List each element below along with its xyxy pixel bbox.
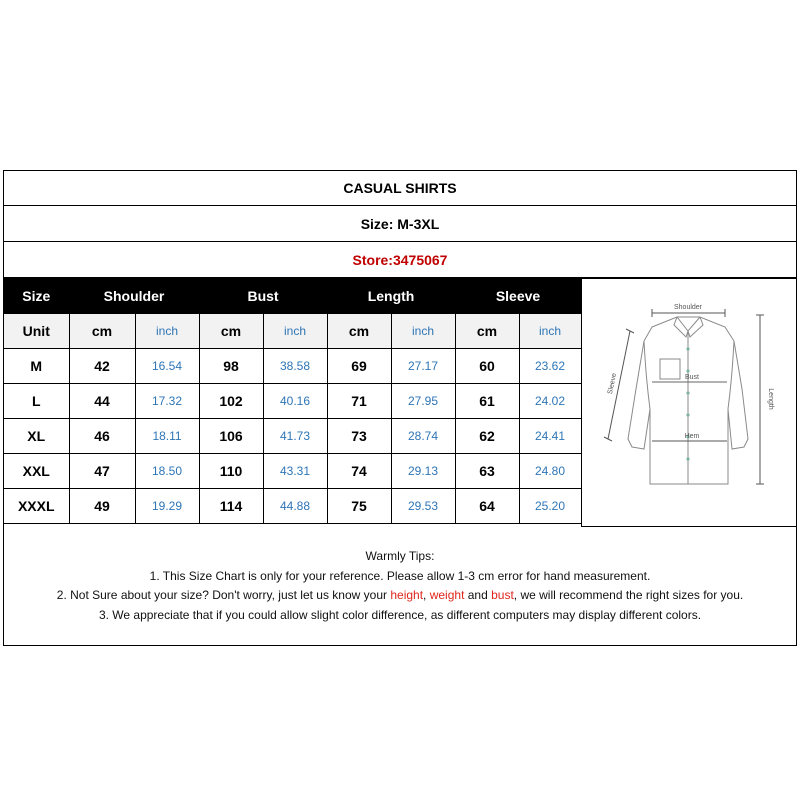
cm-cell: 75: [327, 489, 391, 524]
inch-cell: 44.88: [263, 489, 327, 524]
tip-weight: weight: [429, 588, 465, 602]
inch-cell: 18.50: [135, 454, 199, 489]
cm-cell: 46: [69, 419, 135, 454]
size-cell: XXL: [4, 454, 69, 489]
length-label: Length: [767, 388, 774, 410]
unit-inch: inch: [135, 314, 199, 349]
cm-cell: 47: [69, 454, 135, 489]
cm-cell: 63: [455, 454, 519, 489]
cm-cell: 71: [327, 384, 391, 419]
unit-cm: cm: [69, 314, 135, 349]
table-row: [4, 489, 581, 524]
unit-inch: inch: [263, 314, 327, 349]
inch-cell: 27.95: [391, 384, 455, 419]
inch-cell: 29.13: [391, 454, 455, 489]
tip-bust: bust: [491, 588, 514, 602]
warm-tips: [4, 527, 796, 645]
tip-and: and: [464, 588, 492, 602]
size-table: [4, 278, 582, 524]
table-row: [4, 419, 581, 454]
sleeve-label: Sleeve: [606, 372, 619, 395]
inch-cell: 43.31: [263, 454, 327, 489]
inch-cell: 25.20: [519, 489, 581, 524]
header-size: Size: [4, 279, 69, 314]
shirt-pocket: [660, 359, 680, 379]
inch-cell: 27.17: [391, 349, 455, 384]
size-cell: XXXL: [4, 489, 69, 524]
inch-cell: 29.53: [391, 489, 455, 524]
bust-label: Bust: [684, 374, 700, 381]
inch-cell: 18.11: [135, 419, 199, 454]
tip-text: 2. Not Sure about your size? Don't worry, just let us know your: [56, 588, 391, 602]
unit-inch: inch: [391, 314, 455, 349]
header-shoulder: Shoulder: [69, 279, 199, 314]
tips-heading: Warmly Tips:: [365, 549, 435, 563]
cm-cell: 106: [199, 419, 263, 454]
unit-cm: cm: [327, 314, 391, 349]
unit-row: [4, 314, 581, 349]
inch-cell: 41.73: [263, 419, 327, 454]
cm-cell: 61: [455, 384, 519, 419]
header-sleeve: Sleeve: [455, 279, 581, 314]
tip-line-2: [4, 586, 796, 606]
inch-cell: 19.29: [135, 489, 199, 524]
unit-label: Unit: [4, 314, 69, 349]
unit-inch: inch: [519, 314, 581, 349]
unit-cm: cm: [199, 314, 263, 349]
inch-cell: 24.80: [519, 454, 581, 489]
tip-text: , we will recommend the right sizes for you.: [513, 588, 744, 602]
inch-cell: 23.62: [519, 349, 581, 384]
cm-cell: 69: [327, 349, 391, 384]
shirt-illustration: [582, 279, 796, 526]
header-bust: Bust: [199, 279, 327, 314]
cm-cell: 42: [69, 349, 135, 384]
size-chart: [3, 170, 797, 646]
cm-cell: 60: [455, 349, 519, 384]
table-header-row: [4, 279, 581, 314]
tip-line-3: 3. We appreciate that if you could allow slight color difference, as different computers may display different colors.: [98, 607, 702, 622]
inch-cell: 24.02: [519, 384, 581, 419]
inch-cell: 28.74: [391, 419, 455, 454]
table-row: [4, 454, 581, 489]
cm-cell: 64: [455, 489, 519, 524]
tip-line-1: 1. This Size Chart is only for your reference. Please allow 1-3 cm error for hand measurement.: [149, 568, 651, 583]
cm-cell: 98: [199, 349, 263, 384]
inch-cell: 38.58: [263, 349, 327, 384]
inch-cell: 24.41: [519, 419, 581, 454]
tip-height: height: [390, 588, 424, 602]
header-length: Length: [327, 279, 455, 314]
size-cell: L: [4, 384, 69, 419]
cm-cell: 73: [327, 419, 391, 454]
cm-cell: 74: [327, 454, 391, 489]
inch-cell: 16.54: [135, 349, 199, 384]
unit-cm: cm: [455, 314, 519, 349]
inch-cell: 17.32: [135, 384, 199, 419]
cm-cell: 62: [455, 419, 519, 454]
size-cell: M: [4, 349, 69, 384]
shoulder-label: Shoulder: [673, 304, 703, 311]
size-range: Size: M-3XL: [4, 206, 796, 242]
hem-label: Hem: [684, 433, 700, 440]
cm-cell: 114: [199, 489, 263, 524]
table-row: [4, 384, 581, 419]
inch-cell: 40.16: [263, 384, 327, 419]
cm-cell: 49: [69, 489, 135, 524]
store-id: Store:3475067: [4, 242, 796, 278]
table-row: [4, 349, 581, 384]
size-cell: XL: [4, 419, 69, 454]
cm-cell: 102: [199, 384, 263, 419]
tip-separator: ,: [423, 588, 430, 602]
shirt-diagram: [581, 278, 796, 527]
chart-title: CASUAL SHIRTS: [4, 171, 796, 206]
cm-cell: 110: [199, 454, 263, 489]
cm-cell: 44: [69, 384, 135, 419]
